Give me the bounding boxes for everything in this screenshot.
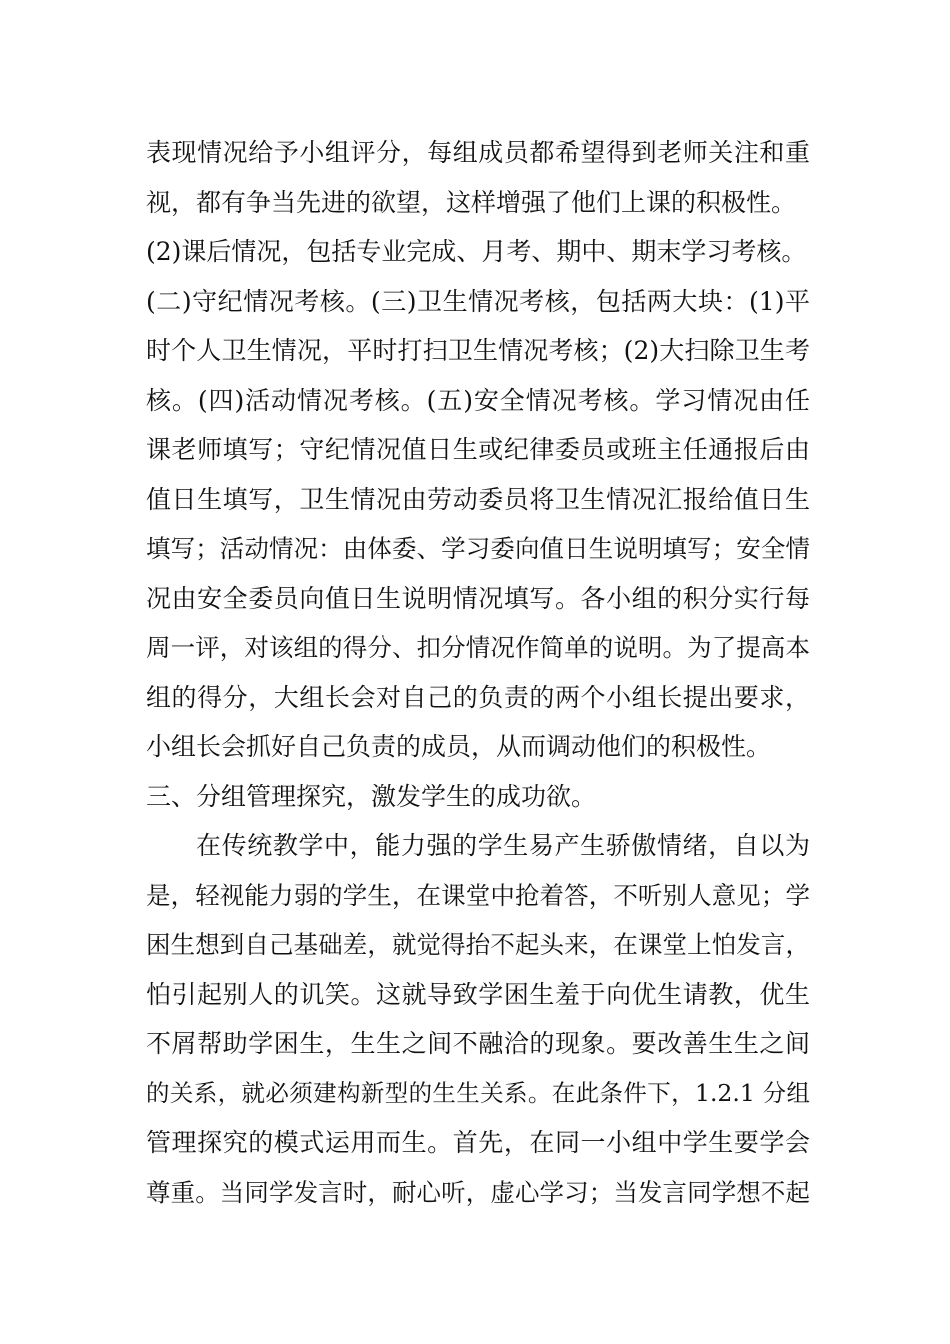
text-line: 时个人卫生情况，平时打扫卫生情况考核；(2)大扫除卫生考 [146,336,810,365]
text-line: 课老师填写；守纪情况值日生或纪律委员或班主任通报后由 [146,435,810,464]
text-line: 的关系，就必须建构新型的生生关系。在此条件下，1.2.1 分组 [146,1078,810,1107]
text-line: 小组长会抓好自己负责的成员，从而调动他们的积极性。 [146,732,772,761]
text-line: 核。(四)活动情况考核。(五)安全情况考核。学习情况由任 [146,385,810,415]
text-line: (二)守纪情况考核。(三)卫生情况考核，包括两大块：(1)平 [146,286,810,316]
text-line: 在传统教学中，能力强的学生易产生骄傲情绪，自以为 [196,831,810,860]
text-line: 视，都有争当先进的欲望，这样增强了他们上课的积极性。 [146,187,797,217]
text-line: (2)课后情况，包括专业完成、月考、期中、期末学习考核。 [146,237,807,266]
text-line: 周一评，对该组的得分、扣分情况作简单的说明。为了提高本 [146,633,810,662]
document-body [146,128,810,1217]
text-line: 况由安全委员向值日生说明情况填写。各小组的积分实行每 [146,583,810,613]
text-line: 是，轻视能力弱的学生，在课堂中抢着答，不听别人意见；学 [146,880,810,910]
text-line: 管理探究的模式运用而生。首先，在同一小组中学生要学会 [146,1128,810,1157]
text-line: 不屑帮助学困生，生生之间不融洽的现象。要改善生生之间 [146,1029,810,1058]
text-line: 怕引起别人的讥笑。这就导致学困生羞于向优生请教，优生 [146,979,810,1009]
text-line: 填写；活动情况：由体委、学习委向值日生说明填写；安全情 [146,534,810,563]
text-line: 值日生填写，卫生情况由劳动委员将卫生情况汇报给值日生 [146,484,810,514]
text-line: 表现情况给予小组评分，每组成员都希望得到老师关注和重 [146,138,810,167]
text-line: 组的得分，大组长会对自己的负责的两个小组长提出要求， [146,682,810,712]
text-line: 三、分组管理探究，激发学生的成功欲。 [146,781,597,811]
text-line: 困生想到自己基础差，就觉得抬不起头来，在课堂上怕发言， [146,930,810,959]
text-line: 尊重。当同学发言时，耐心听，虚心学习；当发言同学想不起 [146,1177,810,1207]
